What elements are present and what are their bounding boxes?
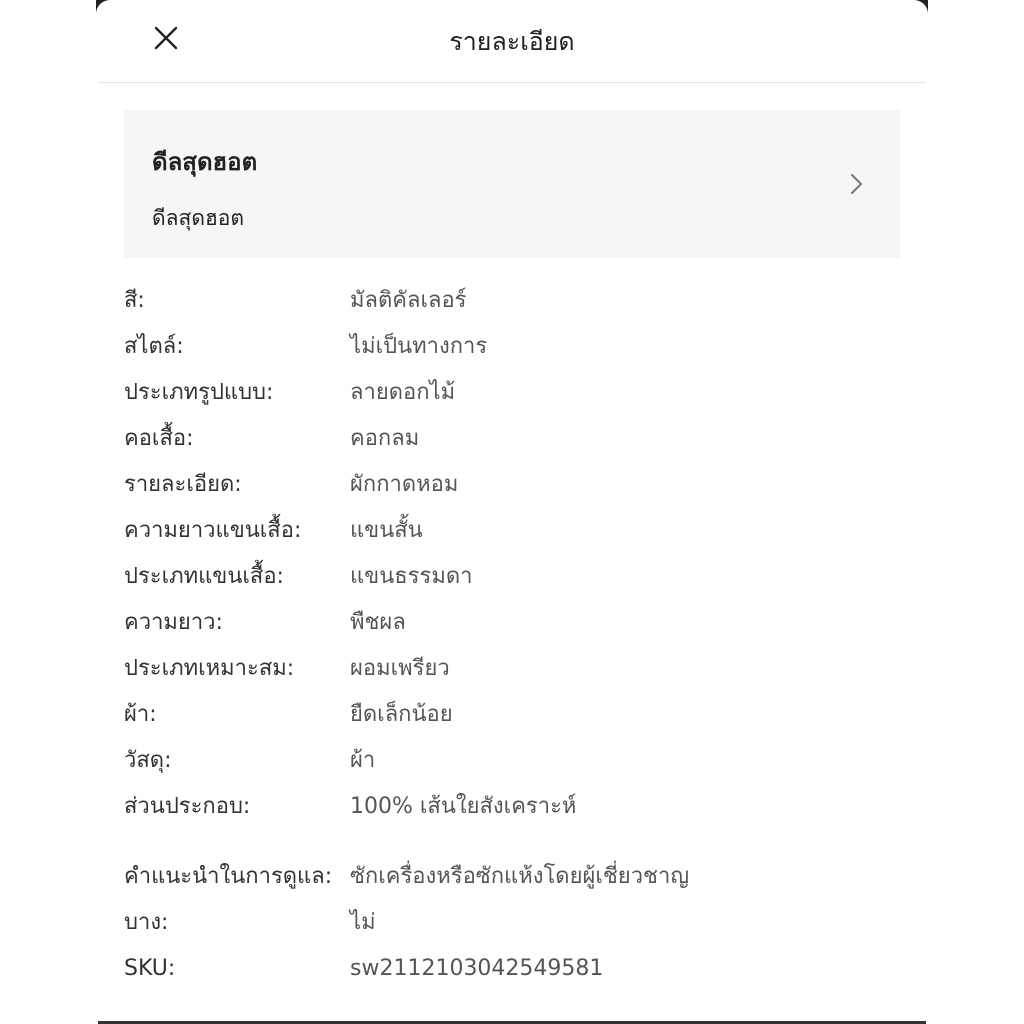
attribute-row-material bbox=[124, 734, 900, 780]
attribute-value: ไม่ bbox=[350, 910, 376, 935]
attribute-row-details bbox=[124, 458, 900, 504]
attribute-label: ความยาว: bbox=[124, 610, 223, 635]
hot-deal-card[interactable] bbox=[124, 110, 900, 258]
attribute-row-style bbox=[124, 320, 900, 366]
attribute-label: SKU: bbox=[124, 956, 176, 981]
attribute-value: sw2112103042549581 bbox=[350, 956, 604, 981]
attribute-value: มัลติคัลเลอร์ bbox=[350, 288, 467, 313]
attribute-value: ลายดอกไม้ bbox=[350, 380, 456, 405]
attribute-row-fabric bbox=[124, 688, 900, 734]
attribute-label: ส่วนประกอบ: bbox=[124, 794, 251, 819]
attribute-value: ซักเครื่องหรือซักแห้งโดยผู้เชี่ยวชาญ bbox=[350, 864, 690, 889]
attribute-label: วัสดุ: bbox=[124, 748, 172, 773]
attribute-row-sku bbox=[124, 942, 900, 988]
attribute-row-fit-type bbox=[124, 642, 900, 688]
attribute-row-sleeve-type bbox=[124, 550, 900, 596]
deal-title: ดีลสุดฮอต bbox=[152, 148, 258, 176]
attribute-list bbox=[124, 274, 900, 988]
attribute-label: ผ้า: bbox=[124, 702, 157, 727]
attribute-value: ผ้า bbox=[350, 748, 376, 773]
attribute-label: คอเสื้อ: bbox=[124, 426, 194, 451]
attribute-row-neckline bbox=[124, 412, 900, 458]
attribute-row-sheer bbox=[124, 896, 900, 942]
header bbox=[98, 0, 926, 83]
attribute-value: ยืดเล็กน้อย bbox=[350, 702, 453, 727]
attribute-label: ประเภทแขนเสื้อ: bbox=[124, 564, 284, 589]
attribute-row-composition bbox=[124, 780, 900, 826]
attribute-value: แขนสั้น bbox=[350, 518, 423, 543]
attribute-label: รายละเอียด: bbox=[124, 472, 242, 497]
attribute-label: สไตล์: bbox=[124, 334, 184, 359]
attribute-row-pattern-type bbox=[124, 366, 900, 412]
attribute-value: แขนธรรมดา bbox=[350, 564, 473, 589]
attribute-label: สี: bbox=[124, 288, 145, 313]
attribute-value: คอกลม bbox=[350, 426, 420, 451]
attribute-value: ผักกาดหอม bbox=[350, 472, 459, 497]
attribute-row-color bbox=[124, 274, 900, 320]
attribute-value: ไม่เป็นทางการ bbox=[350, 334, 488, 359]
attribute-value: 100% เส้นใยสังเคราะห์ bbox=[350, 794, 577, 819]
attribute-label: คำแนะนำในการดูแล: bbox=[124, 864, 333, 889]
attribute-row-sleeve-length bbox=[124, 504, 900, 550]
attribute-row-care-instructions bbox=[124, 826, 900, 896]
attribute-label: ความยาวแขนเสื้อ: bbox=[124, 518, 302, 543]
page-title: รายละเอียด bbox=[449, 27, 575, 56]
attribute-label: ประเภทเหมาะสม: bbox=[124, 656, 295, 681]
attribute-label: ประเภทรูปแบบ: bbox=[124, 380, 274, 405]
attribute-row-length bbox=[124, 596, 900, 642]
attribute-value: ผอมเพรียว bbox=[350, 656, 450, 681]
attribute-label: บาง: bbox=[124, 910, 169, 935]
attribute-value: พืชผล bbox=[350, 610, 406, 635]
chevron-right-icon bbox=[850, 172, 864, 196]
deal-subtitle: ดีลสุดฮอต bbox=[152, 206, 245, 230]
